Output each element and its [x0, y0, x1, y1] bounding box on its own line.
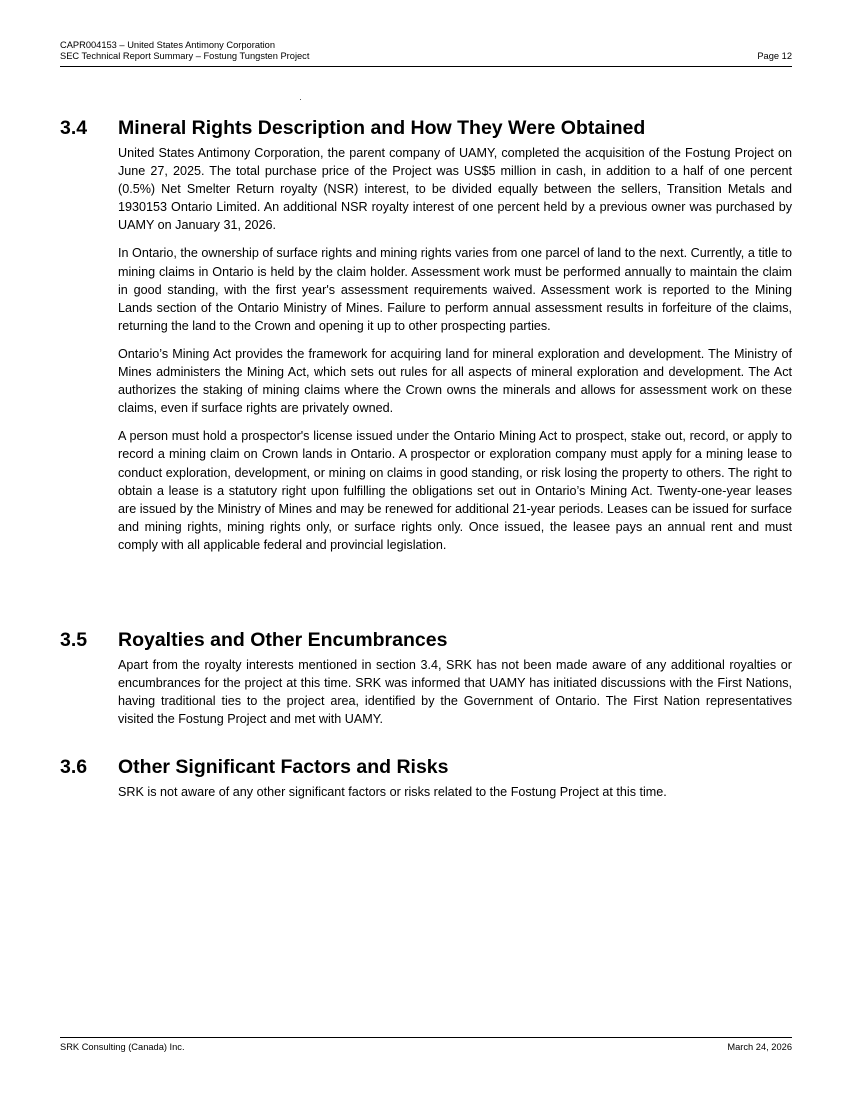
section-heading — [60, 627, 792, 653]
page-number: Page 12 — [757, 51, 792, 61]
paragraph: A person must hold a prospector's license issued under the Ontario Mining Act to prospect, stake out, record, or apply to record a mining claim on Crown lands in Ontario. A prospector or exploration company must apply for a mining lease to conduct exploration, development, or mining on claims in good standing, or risk losing the property to others. The right to obtain a lease is a statutory right upon fulfilling the obligations set out in Ontario’s Mining Act. Twenty-one-year leases are issued by the Ministry of Mines and may be renewed for additional 21-year periods. Leases can be issued for surface and mining rights, mining rights only, or surface rights only. Once issued, the leasee pays an annual rent and must comply with all applicable federal and provincial legislation. — [118, 429, 792, 552]
section-3-4 — [60, 115, 792, 564]
section-title: Other Significant Factors and Risks — [118, 756, 449, 778]
footer-divider — [60, 1037, 792, 1038]
header-divider — [60, 66, 792, 67]
header-report-id: CAPR004153 – United States Antimony Corporation — [60, 40, 275, 50]
header-report-title: SEC Technical Report Summary – Fostung Tungsten Project — [60, 51, 310, 61]
footer-company: SRK Consulting (Canada) Inc. — [60, 1042, 185, 1052]
paragraph: In Ontario, the ownership of surface rights and mining rights varies from one parcel of land to the next. Currently, a title to mining claims in Ontario is held by the claim holder. Assessment work must be performed annually to maintain the claim in good standing, with the first year's assessment requirements waived. Assessment work is reported to the Mining Lands section of the Ontario Ministry of Mines. Failure to perform annual assessment results in forfeiture of the claims, returning the land to the Crown and opening it up to other prospecting parties. — [118, 246, 792, 333]
section-3-5 — [60, 627, 792, 738]
section-body — [118, 656, 792, 728]
section-title: Mineral Rights Description and How They Were Obtained — [118, 117, 646, 139]
section-heading — [60, 115, 792, 141]
section-number: 3.5 — [60, 629, 88, 651]
page-header — [60, 40, 792, 62]
section-number: 3.6 — [60, 756, 88, 778]
section-body — [118, 144, 792, 554]
section-body — [118, 783, 792, 801]
paragraph: SRK is not aware of any other significant factors or risks related to the Fostung Project at this time. — [118, 785, 667, 799]
section-number: 3.4 — [60, 117, 88, 139]
section-heading — [60, 754, 792, 780]
footer-date: March 24, 2026 — [727, 1042, 792, 1052]
page-footer — [60, 1042, 792, 1053]
paragraph: Ontario’s Mining Act provides the framework for acquiring land for mineral exploration and development. The Ministry of Mines administers the Mining Act, which sets out rules for all aspects of mineral exploration and development. The Act authorizes the staking of mining claims where the Crown owns the minerals and allows for assessment work on these claims, even if surface rights are privately owned. — [118, 346, 792, 416]
section-title: Royalties and Other Encumbrances — [118, 629, 448, 651]
section-3-6 — [60, 754, 792, 811]
paragraph: Apart from the royalty interests mentioned in section 3.4, SRK has not been made aware of any additional royalties or encumbrances for the project at this time. SRK was informed that UAMY has initiated discussions with the First Nations, having traditional ties to the project area, identified by the Government of Ontario. The First Nation representatives visited the Fostung Project and met with UAMY. — [118, 658, 792, 727]
paragraph: United States Antimony Corporation, the parent company of UAMY, completed the acquisition of the Fostung Project on June 27, 2025. The total purchase price of the Project was US$5 million in cash, in addition to a half of one percent (0.5%) Net Smelter Return royalty (NSR) interest, to be divided equally between the sellers, Transition Metals and 1930153 Ontario Limited. An additional NSR royalty interest of one percent held by a previous owner was purchased by UAMY on January 31, 2026. — [118, 146, 792, 233]
stray-mark — [300, 99, 301, 100]
